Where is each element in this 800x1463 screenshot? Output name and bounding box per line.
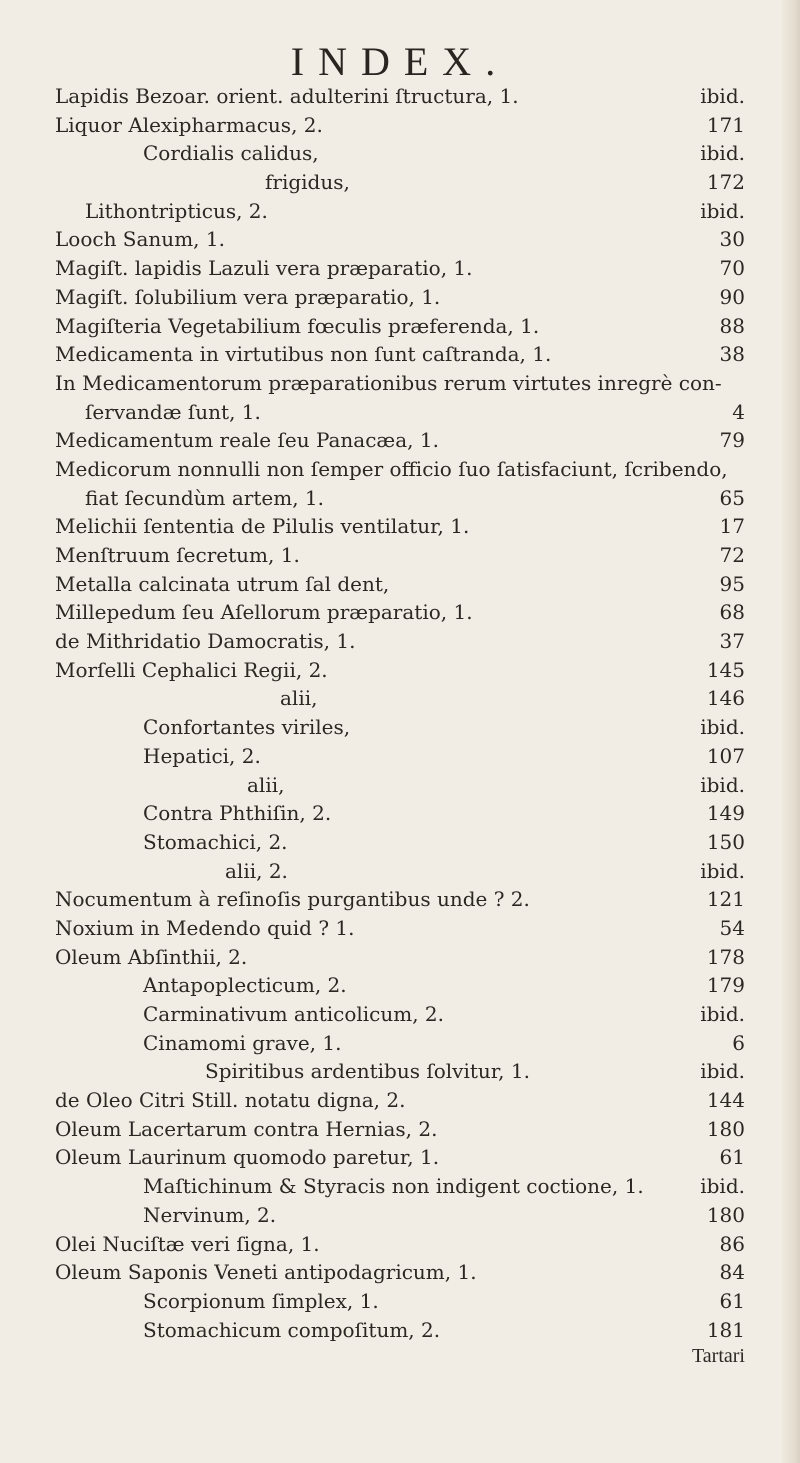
index-entry (55, 684, 745, 713)
entry-text: Scorpionum ſimplex, 1. (143, 1288, 379, 1313)
entry-page: 37 (719, 629, 745, 654)
entry-text: In Medicamentorum præparationibus rerum virtutes inregrè con- (55, 370, 722, 395)
index-entry (55, 771, 745, 800)
entry-text: Stomachici, 2. (143, 829, 288, 854)
entry-page: 172 (706, 170, 745, 195)
index-entry (55, 197, 745, 226)
entry-page: ibid. (700, 198, 745, 223)
entry-page: ibid. (700, 84, 745, 108)
index-entry (55, 111, 745, 140)
index-entry (55, 139, 745, 168)
entry-page: ibid. (700, 858, 745, 883)
entry-text: Magiſt. ſolubilium vera præparatio, 1. (55, 284, 441, 309)
entry-page: ibid. (700, 715, 745, 740)
entry-text: Liquor Alexipharmacus, 2. (55, 112, 323, 137)
index-entry (55, 541, 745, 570)
entry-page: 70 (719, 256, 745, 281)
entry-text: Cinamomi grave, 1. (143, 1030, 342, 1055)
entry-text: Oleum Laurinum quomodo paretur, 1. (55, 1145, 440, 1170)
entry-text: Millepedum ſeu Aſellorum præparatio, 1. (55, 600, 473, 625)
index-entry (55, 1172, 745, 1201)
entry-page: ibid. (700, 1002, 745, 1026)
entry-text: Nocumentum à reſinoſis purgantibus unde ? 2. (55, 887, 530, 912)
index-entry (55, 1258, 745, 1287)
entry-page: 54 (719, 915, 745, 940)
entry-text: Maſtichinum & Styracis non indigent coctione, 1. (143, 1174, 644, 1199)
entry-page: 38 (719, 342, 745, 367)
index-entry (55, 369, 745, 398)
entry-text: Medicamenta in virtutibus non ſunt caſtranda, 1. (55, 342, 552, 367)
entry-text: Contra Phthiſin, 2. (143, 801, 332, 826)
entry-text: Lithontripticus, 2. (85, 198, 268, 223)
index-entry (55, 1201, 745, 1230)
entry-text: fiat ſecundùm artem, 1. (85, 485, 324, 510)
index-entry (55, 82, 745, 111)
index-entry (55, 627, 745, 656)
entry-page: 79 (719, 428, 745, 453)
entry-text: Antapoplecticum, 2. (143, 973, 347, 998)
entry-page: ibid. (700, 1174, 745, 1199)
entry-page: 30 (719, 227, 745, 252)
index-entry (55, 742, 745, 771)
index-entry (55, 1287, 745, 1316)
entry-page: 121 (706, 887, 745, 912)
index-entry (55, 1057, 745, 1086)
index-entry (55, 828, 745, 857)
page-title: INDEX. (290, 39, 510, 84)
entry-page: 178 (706, 944, 745, 969)
index-entry (55, 1086, 745, 1115)
entry-text: Oleum Lacertarum contra Hernias, 2. (55, 1116, 438, 1141)
entry-text: Oleum Saponis Veneti antipodagricum, 1. (55, 1260, 477, 1285)
entry-text: Oleum Abſinthii, 2. (55, 944, 248, 969)
entry-page: 95 (719, 571, 745, 596)
entry-text: Confortantes viriles, (143, 715, 351, 740)
entry-text: Olei Nuciſtæ veri ſigna, 1. (55, 1231, 320, 1256)
index-entry (55, 799, 745, 828)
entry-page: ibid. (700, 1059, 745, 1084)
entry-text: alii, 2. (225, 858, 288, 883)
entry-page: 86 (719, 1231, 745, 1256)
index-entry (55, 254, 745, 283)
index-entry (55, 570, 745, 599)
entry-text: Menſtruum ſecretum, 1. (55, 543, 300, 567)
entry-text: Magiſteria Vegetabilium fœculis præferenda, 1. (55, 313, 540, 338)
entry-page: 6 (732, 1030, 745, 1055)
entry-page: 61 (719, 1288, 745, 1313)
entry-page: 88 (719, 313, 745, 338)
entry-page: 144 (706, 1088, 745, 1113)
entry-text: Medicamentum reale ſeu Panacæa, 1. (55, 428, 439, 453)
entry-text: de Oleo Citri Still. notatu digna, 2. (55, 1088, 406, 1113)
index-entry (55, 1143, 745, 1172)
entry-page: 180 (706, 1116, 745, 1141)
index-entry (55, 455, 745, 484)
entry-text: Cordialis calidus, (143, 141, 319, 166)
entry-text: ſervandæ ſunt, 1. (85, 399, 261, 424)
entry-text: frigidus, (265, 170, 350, 195)
index-entry (55, 340, 745, 369)
index-entry (55, 943, 745, 972)
entry-page: 90 (719, 284, 745, 309)
entry-text: Melichii ſententia de Pilulis ventilatur, 1. (55, 514, 470, 539)
entry-text: Stomachicum compoſitum, 2. (143, 1317, 441, 1342)
entry-page: 145 (706, 657, 745, 682)
index-entry (55, 1029, 745, 1058)
index-entry (55, 426, 745, 455)
index-entry (55, 1000, 745, 1029)
page-edge (782, 0, 800, 1463)
entry-page: 61 (719, 1145, 745, 1170)
catchword: Tartari (691, 1345, 745, 1367)
entry-text: Spiritibus ardentibus ſolvitur, 1. (205, 1059, 530, 1084)
entry-text: Morſelli Cephalici Regii, 2. (55, 657, 328, 682)
entry-page: 180 (706, 1202, 745, 1227)
index-entry (55, 312, 745, 341)
entry-text: alii, (280, 686, 318, 711)
entry-page: 72 (719, 543, 745, 567)
entry-page: ibid. (700, 772, 745, 797)
entry-page: 149 (706, 801, 745, 826)
index-entry (55, 971, 745, 1000)
index-entry (55, 1230, 745, 1259)
index-entry (55, 283, 745, 312)
entry-page: 179 (706, 973, 745, 998)
entry-text: alii, (247, 772, 285, 797)
entry-page: 84 (719, 1260, 745, 1285)
entry-page: 68 (719, 600, 745, 625)
entry-page: 17 (719, 514, 745, 539)
entry-text: Magiſt. lapidis Lazuli vera præparatio, 1. (55, 256, 473, 281)
entry-text: Noxium in Medendo quid ? 1. (55, 915, 355, 940)
index-entry (55, 713, 745, 742)
entry-page: 146 (706, 686, 745, 711)
index-entry (55, 656, 745, 685)
entry-page: 171 (706, 112, 745, 137)
entry-page: 181 (706, 1317, 745, 1342)
index-entry (55, 484, 745, 513)
index-entry (55, 225, 745, 254)
entry-text: Nervinum, 2. (143, 1202, 277, 1227)
entry-page: ibid. (700, 141, 745, 166)
index-entry (55, 512, 745, 541)
index-entry (55, 168, 745, 197)
entry-page: 150 (706, 829, 745, 854)
entry-text: Medicorum nonnulli non ſemper officio ſuo ſatisfaciunt, ſcribendo, (55, 456, 728, 481)
index-entry (55, 885, 745, 914)
entry-text: de Mithridatio Damocratis, 1. (55, 629, 356, 654)
entry-text: Lapidis Bezoar. orient. adulterini ſtructura, 1. (55, 84, 519, 108)
entry-page: 65 (719, 485, 745, 510)
entry-text: Metalla calcinata utrum ſal dent, (55, 571, 390, 596)
entry-text: Looch Sanum, 1. (55, 227, 225, 252)
index-entry (55, 1316, 745, 1345)
index-entries (55, 82, 745, 1344)
index-entry (55, 598, 745, 627)
index-entry (55, 857, 745, 886)
entry-page: 107 (706, 743, 745, 768)
entry-page: 4 (732, 399, 745, 424)
index-entry (55, 914, 745, 943)
entry-text: Carminativum anticolicum, 2. (143, 1002, 445, 1026)
index-entry (55, 1115, 745, 1144)
index-entry (55, 398, 745, 427)
entry-text: Hepatici, 2. (143, 743, 261, 768)
